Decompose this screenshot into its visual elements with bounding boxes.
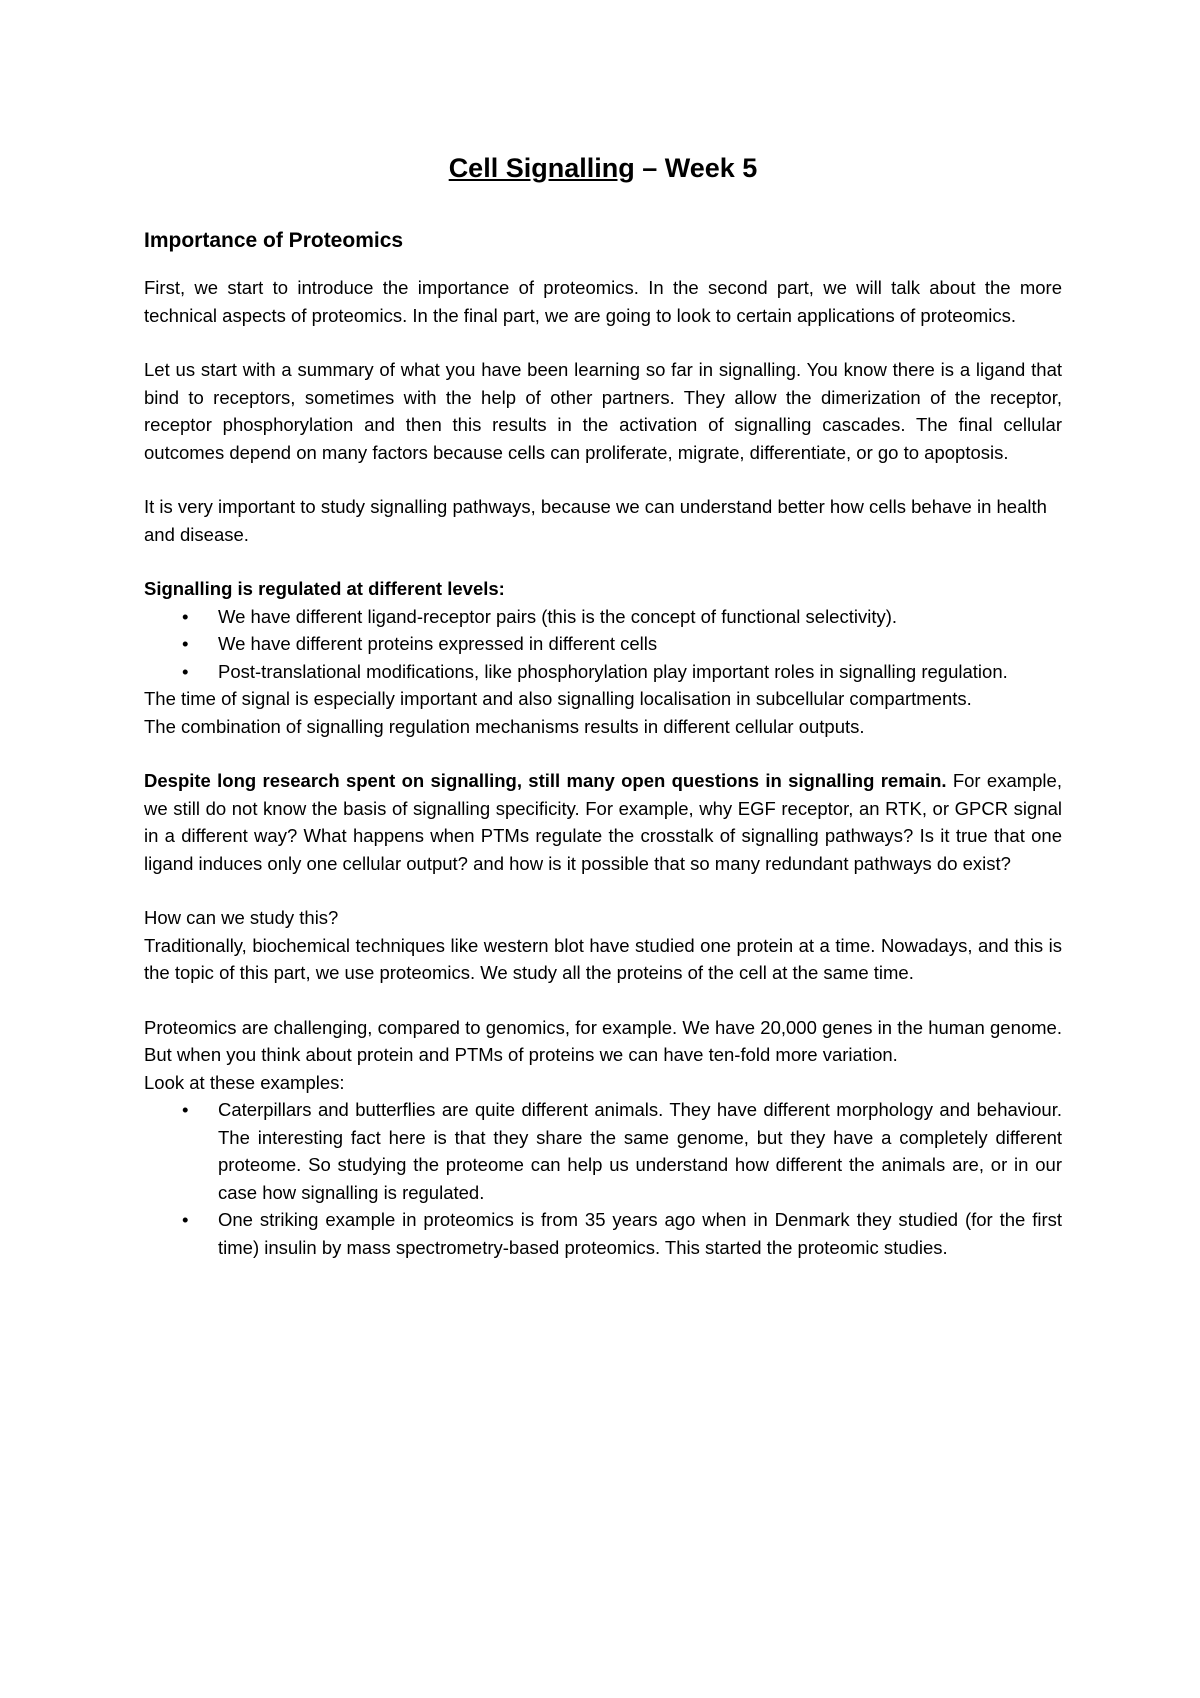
regulation-heading: Signalling is regulated at different levels: xyxy=(144,578,505,599)
section-heading: Importance of Proteomics xyxy=(144,229,404,252)
examples-lead: Look at these examples: xyxy=(144,1071,345,1093)
document-page xyxy=(144,150,1062,1261)
list-item: • Post-translational modifications, like phosphorylation play important roles in signalling regulation. xyxy=(144,658,1062,686)
document-title xyxy=(144,150,1062,186)
study-paragraph: Traditionally, biochemical techniques like western blot have studied one protein at a time. Nowadays, and this is the topic of this part, we use proteomics. We study all the proteins of the cell at the same time. xyxy=(144,934,1062,983)
title-underlined-part: Cell Signalling xyxy=(448,153,635,183)
examples-list xyxy=(144,1096,1062,1261)
list-item: • Caterpillars and butterflies are quite different animals. They have different morphology and behaviour. The interesting fact here is that they share the same genome, but they have a completely different proteome. So studying the proteome can help us understand how different the animals are, or in our case how signalling is regulated. xyxy=(144,1096,1062,1206)
list-item: • We have different ligand-receptor pairs (this is the concept of functional selectivity). xyxy=(144,603,1062,631)
list-item: • We have different proteins expressed in different cells xyxy=(144,630,1062,658)
regulation-combination-line: The combination of signalling regulation mechanisms results in different cellular outputs. xyxy=(144,715,865,737)
regulation-block xyxy=(144,575,1062,740)
open-questions-text: For example, we still do not know the basis of signalling specificity. For example, why EGF receptor, an RTK, or GPCR signal in a different way? What happens when PTMs regulate the crosstalk of signalling pathways? Is it true that one ligand induces only one cellular output? and how is it possible that so many redundant pathways do exist? xyxy=(144,770,1062,874)
importance-paragraph: It is very important to study signalling pathways, because we can understand better how cells behave in health and disease. xyxy=(144,496,1047,545)
regulation-list xyxy=(144,603,1062,686)
regulation-time-line: The time of signal is especially important and also signalling localisation in subcellular compartments. xyxy=(144,688,972,709)
summary-paragraph: Let us start with a summary of what you have been learning so far in signalling. You know there is a ligand that bind to receptors, sometimes with the help of other partners. They allow the dimerization of the receptor, receptor phosphorylation and then this results in the activation of signalling cascades. The final cellular outcomes depend on many factors because cells can proliferate, migrate, differentiate, or go to apoptosis. xyxy=(144,359,1062,463)
open-questions-bold: Despite long research spent on signalling, still many open questions in signalling remain. xyxy=(144,770,947,791)
open-questions-paragraph xyxy=(144,767,1062,877)
challenge-paragraph: Proteomics are challenging, compared to genomics, for example. We have 20,000 genes in the human genome. But when you think about protein and PTMs of proteins we can have ten-fold more variation. xyxy=(144,1016,1062,1065)
intro-paragraph: First, we start to introduce the importance of proteomics. In the second part, we will talk about the more technical aspects of proteomics. In the final part, we are going to look to certain applications of proteomics. xyxy=(144,277,1062,326)
study-question: How can we study this? xyxy=(144,907,339,928)
list-item: • One striking example in proteomics is from 35 years ago when in Denmark they studied (for the first time) insulin by mass spectrometry-based proteomics. This started the proteomic studies. xyxy=(144,1206,1062,1261)
title-week: – Week 5 xyxy=(634,153,758,183)
